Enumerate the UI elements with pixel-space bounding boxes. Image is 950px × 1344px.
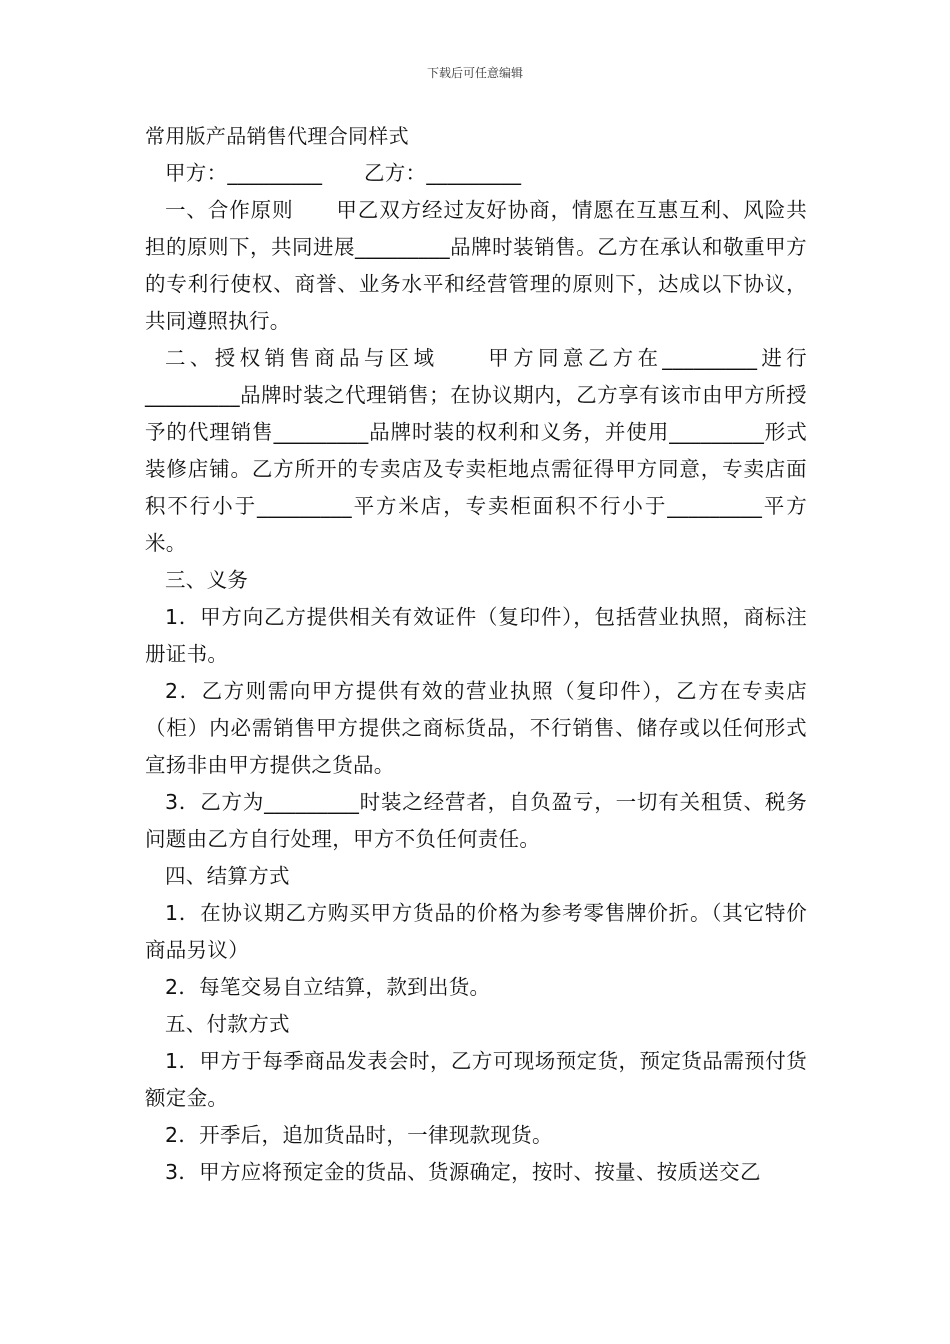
section-heading-settlement: 四、结算方式 xyxy=(165,864,290,888)
payment-item-1: 1．甲方于每季商品发表会时，乙方可现场预定货，预定货品需预付货额定金。 xyxy=(145,1049,807,1110)
payment-item-2: 2．开季后，追加货品时，一律现款现货。 xyxy=(165,1123,553,1147)
obligation-item-2: 2．乙方则需向甲方提供有效的营业执照（复印件），乙方在专卖店（柜）内必需销售甲方提供之商标货品，不行销售、储存或以任何形式宣扬非由甲方提供之货品。 xyxy=(145,679,807,777)
settlement-item-1: 1．在协议期乙方购买甲方货品的价格为参考零售牌价折。（其它特价商品另议） xyxy=(145,901,807,962)
section-authorized-sales: 二、授权销售商品与区域 甲方同意乙方在_________进行_________品牌时装之代理销售；在协议期内，乙方享有该市由甲方所授予的代理销售_________品牌时装的权利和义务，并使用_________形式装修店铺。乙方所开的专卖店及专卖柜地点需征得甲方同意，专卖店面积不行小于_________平方米店，专卖柜面积不行小于_________平方米。 xyxy=(145,346,807,555)
obligation-item-1: 1．甲方向乙方提供相关有效证件（复印件），包括营业执照，商标注册证书。 xyxy=(145,605,807,666)
settlement-item-2: 2．每笔交易自立结算，款到出货。 xyxy=(165,975,491,999)
section-heading-payment: 五、付款方式 xyxy=(165,1012,290,1036)
contract-body xyxy=(145,118,807,1191)
section-cooperation-principle: 一、合作原则 甲乙双方经过友好协商，情愿在互惠互利、风险共担的原则下，共同进展_________品牌时装销售。乙方在承认和敬重甲方的专利行使权、商誉、业务水平和经营管理的原则下，达成以下协议，共同遵照执行。 xyxy=(145,198,807,333)
payment-item-3: 3．甲方应将预定金的货品、货源确定，按时、按量、按质送交乙 xyxy=(165,1160,761,1184)
page-header-note: 下载后可任意编辑 xyxy=(426,66,523,80)
parties-line: 甲方：_________ 乙方：_________ xyxy=(165,161,522,185)
document-title: 常用版产品销售代理合同样式 xyxy=(145,124,409,148)
obligation-item-3: 3．乙方为_________时装之经营者，自负盈亏，一切有关租赁、税务问题由乙方自行处理，甲方不负任何责任。 xyxy=(145,790,807,851)
section-heading-obligations: 三、义务 xyxy=(165,568,249,592)
